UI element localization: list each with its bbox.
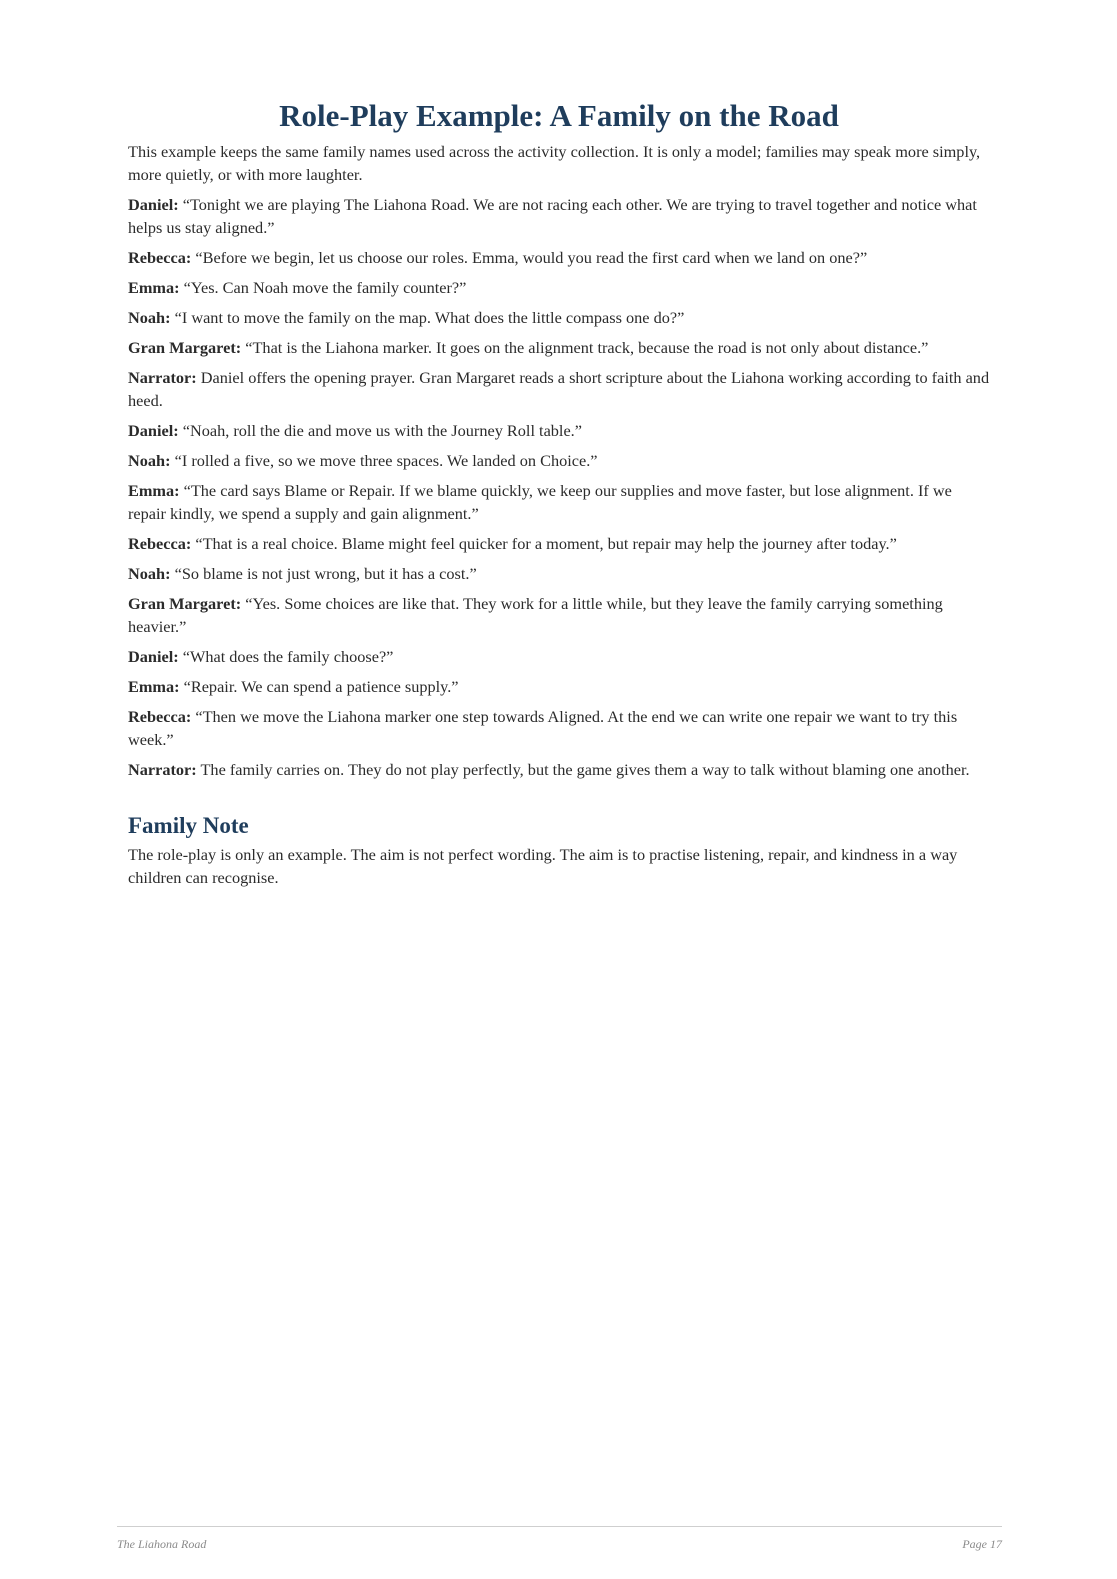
footer-divider: [117, 1526, 1002, 1527]
dialogue-line: [128, 306, 990, 329]
speaker-name: Noah:: [128, 308, 171, 327]
page-title: Role-Play Example: A Family on the Road: [279, 98, 839, 133]
dialogue-line: [128, 276, 990, 299]
speaker-name: Emma:: [128, 677, 180, 696]
speech-text: “I want to move the family on the map. What does the little compass one do?”: [174, 308, 685, 327]
dialogue-line: [128, 675, 990, 698]
speaker-name: Narrator:: [128, 760, 197, 779]
dialogue-line: [128, 562, 990, 585]
speaker-name: Daniel:: [128, 195, 179, 214]
speaker-name: Noah:: [128, 451, 171, 470]
speaker-name: Daniel:: [128, 421, 179, 440]
dialogue-line: [128, 193, 990, 239]
speech-text: “Before we begin, let us choose our roles. Emma, would you read the first card when we land on one?”: [195, 248, 868, 267]
dialogue-line: [128, 449, 990, 472]
speaker-name: Gran Margaret:: [128, 338, 242, 357]
speech-text: “The card says Blame or Repair. If we blame quickly, we keep our supplies and move faster, but lose alignment. If we repair kindly, we spend a supply and gain alignment.”: [128, 481, 952, 523]
speaker-name: Daniel:: [128, 647, 179, 666]
speech-text: “What does the family choose?”: [182, 647, 394, 666]
speaker-name: Rebecca:: [128, 707, 192, 726]
speech-text: “Tonight we are playing The Liahona Road. We are not racing each other. We are trying to travel together and notice what helps us stay aligned.”: [128, 195, 977, 237]
speaker-name: Emma:: [128, 278, 180, 297]
footer-document-title: The Liahona Road: [117, 1537, 207, 1551]
speaker-name: Rebecca:: [128, 534, 192, 553]
dialogue-line: [128, 758, 990, 781]
speech-text: Daniel offers the opening prayer. Gran Margaret reads a short scripture about the Liahona working according to faith and heed.: [128, 368, 990, 410]
speech-text: “Yes. Some choices are like that. They work for a little while, but they leave the family carrying something heavier.”: [128, 594, 943, 636]
dialogue-line: [128, 479, 990, 525]
speech-text: “That is a real choice. Blame might feel quicker for a moment, but repair may help the journey after today.”: [195, 534, 897, 553]
dialogue-line: [128, 592, 990, 638]
dialogue-line: [128, 705, 990, 751]
speech-text: “Repair. We can spend a patience supply.”: [183, 677, 459, 696]
speech-text: “I rolled a five, so we move three spaces. We landed on Choice.”: [174, 451, 598, 470]
dialogue-line: [128, 246, 990, 269]
dialogue-line: [128, 645, 990, 668]
speaker-name: Narrator:: [128, 368, 197, 387]
speech-text: The family carries on. They do not play perfectly, but the game gives them a way to talk without blaming one another.: [200, 760, 970, 779]
family-note-heading: Family Note: [128, 813, 249, 838]
family-note-text: The role-play is only an example. The aim is not perfect wording. The aim is to practise listening, repair, and kindness in a way children can recognise.: [128, 845, 958, 887]
speaker-name: Emma:: [128, 481, 180, 500]
speaker-name: Noah:: [128, 564, 171, 583]
speaker-name: Rebecca:: [128, 248, 192, 267]
speaker-name: Gran Margaret:: [128, 594, 242, 613]
dialogue-line: [128, 419, 990, 442]
footer-page-number: Page 17: [962, 1537, 1002, 1551]
speech-text: “Then we move the Liahona marker one step towards Aligned. At the end we can write one repair we want to try this week.”: [128, 707, 958, 749]
speech-text: “That is the Liahona marker. It goes on the alignment track, because the road is not only about distance.”: [245, 338, 929, 357]
speech-text: “So blame is not just wrong, but it has a cost.”: [174, 564, 477, 583]
dialogue-line: [128, 336, 990, 359]
dialogue-line: [128, 366, 990, 412]
speech-text: “Noah, roll the die and move us with the Journey Roll table.”: [182, 421, 582, 440]
speech-text: “Yes. Can Noah move the family counter?”: [183, 278, 467, 297]
dialogue-line: [128, 532, 990, 555]
dialogue-list: [128, 193, 990, 781]
page-content: [128, 96, 990, 889]
intro-paragraph: This example keeps the same family names used across the activity collection. It is only a model; families may speak more simply, more quietly, or with more laughter.: [128, 142, 981, 184]
